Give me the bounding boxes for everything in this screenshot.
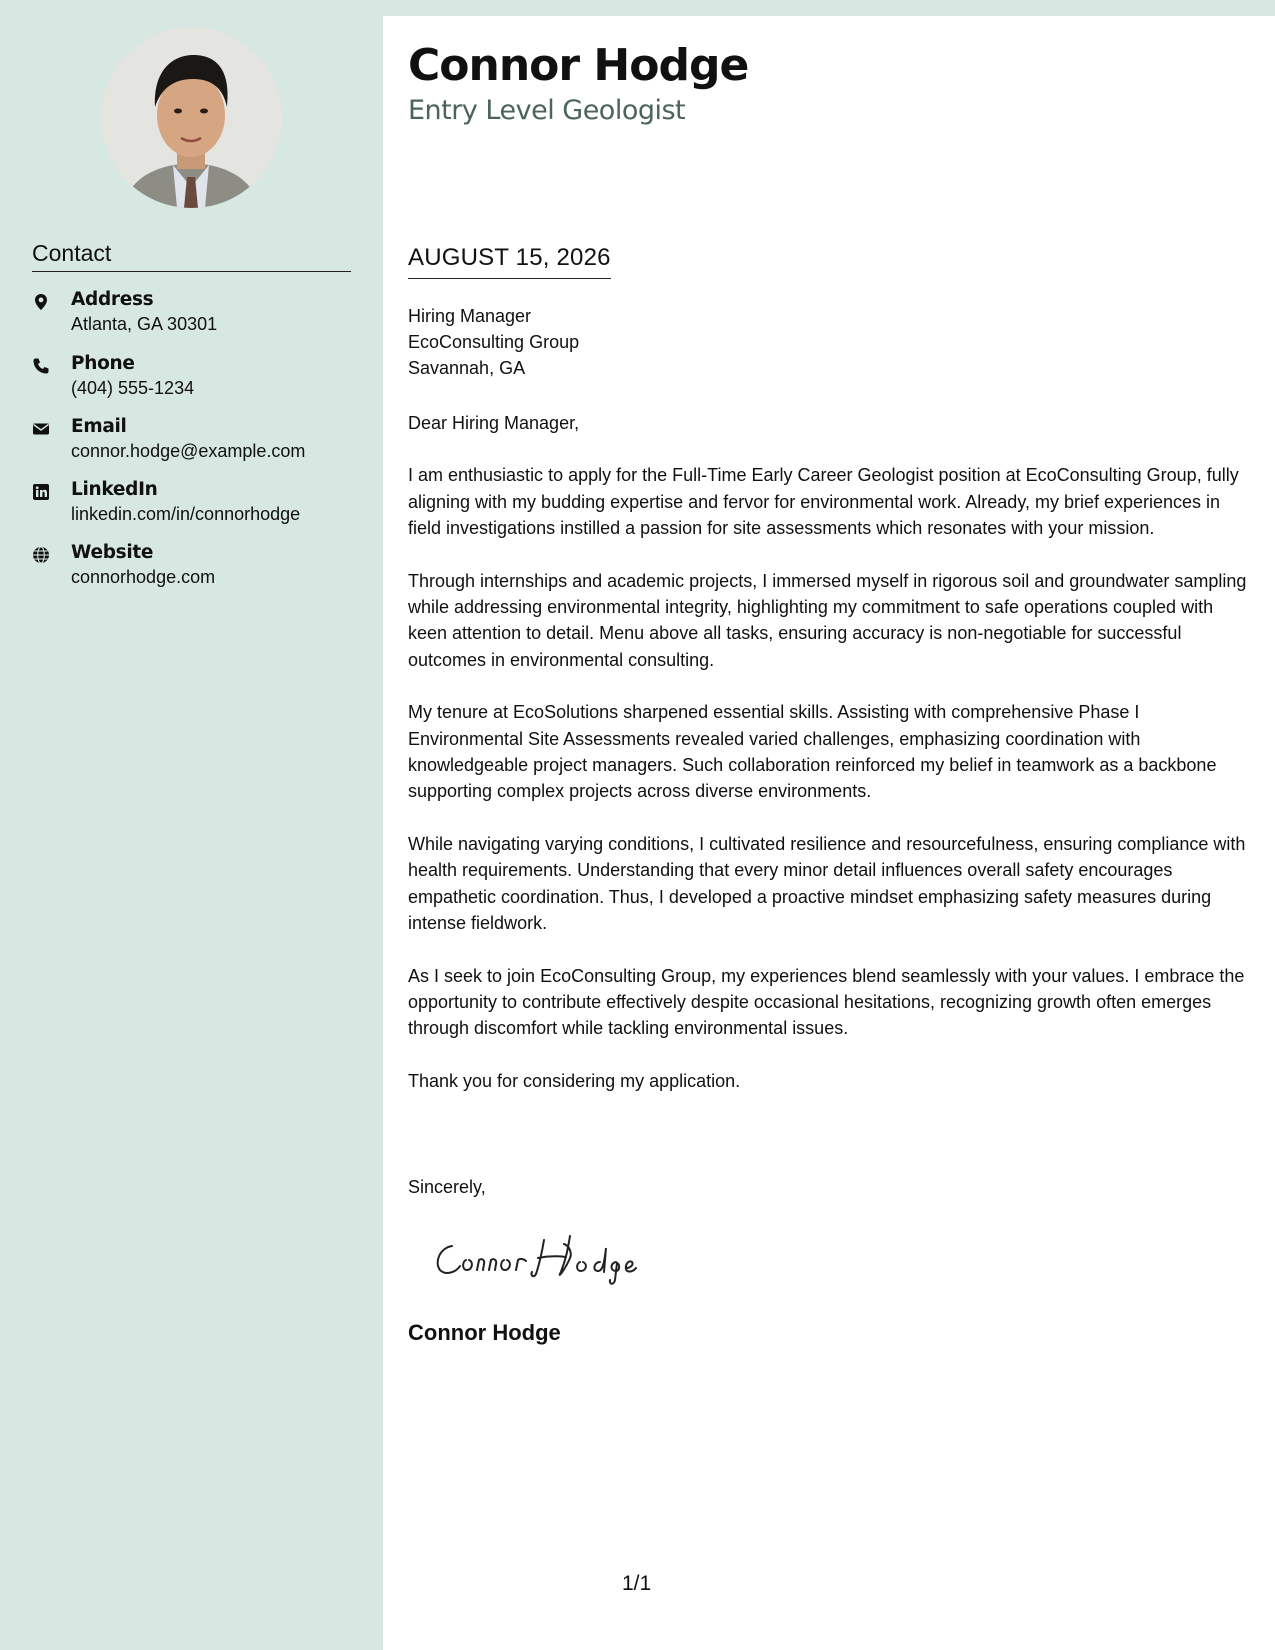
contact-value[interactable]: linkedin.com/in/connorhodge [71,504,301,524]
letter-body [408,410,1253,1120]
contact-address [32,289,362,339]
recipient-block [408,303,579,381]
contact-website [32,542,362,592]
phone-icon [32,357,50,375]
closing: Sincerely, [408,1177,486,1197]
paragraph: My tenure at EcoSolutions sharpened essential skills. Assisting with comprehensive Phase I Environmental Site Assessments revealed varied challenges, emphasizing coordination with knowledgeable project managers. Such collaboration reinforced my belief in teamwork as a backbone supporting complex projects across diverse environments. [408,702,1217,802]
paragraph: Thank you for considering my application. [408,1070,741,1091]
salutation: Dear Hiring Manager, [408,413,580,433]
map-pin-icon [32,293,50,311]
linkedin-icon [32,483,50,501]
recipient-name: Hiring Manager [408,306,532,326]
contact-label: Address [71,289,154,310]
contact-linkedin [32,479,362,529]
contact-phone [32,353,362,403]
avatar [101,27,282,208]
job-title: Entry Level Geologist [408,95,686,126]
contact-label: Email [71,416,127,437]
paragraph: Through internships and academic projects, I immersed myself in rigorous soil and groundwater sampling while addressing environmental integrity, highlighting my commitment to safe operations coupled with keen attention to detail. Menu above all tasks, ensuring accuracy is non-negotiable for successful outcomes in environmental consulting. [408,570,1247,670]
page-number: 1/1 [622,1572,652,1595]
contact-label: Phone [71,353,135,374]
recipient-location: Savannah, GA [408,358,526,378]
contact-value: (404) 555-1234 [71,378,195,398]
letter-date: AUGUST 15, 2026 [408,244,611,279]
paragraph: I am enthusiastic to apply for the Full-Time Early Career Geologist position at EcoConsulting Group, fully aligning with my budding expertise and fervor for environmental work. Already, my brief experiences in field investigations instilled a passion for site assessments which resonates with your mission. [408,465,1239,539]
paragraph: As I seek to join EcoConsulting Group, my experiences blend seamlessly with your values. I embrace the opportunity to contribute effectively despite occasional hesitations, recognizing growth often emerges through discomfort while tackling environmental issues. [408,965,1245,1039]
recipient-company: EcoConsulting Group [408,332,580,352]
paragraph: While navigating varying conditions, I cultivated resilience and resourcefulness, ensuring compliance with health requirements. Understanding that every minor detail influences overall safety encourages empathetic coordination. Thus, I developed a proactive mindset emphasizing safety measures during intense fieldwork. [408,833,1246,934]
contact-email [32,416,362,466]
contact-label: LinkedIn [71,479,158,500]
signed-name: Connor Hodge [408,1320,561,1345]
applicant-name: Connor Hodge [408,40,749,91]
contact-label: Website [71,542,154,563]
contact-value: Atlanta, GA 30301 [71,314,218,334]
envelope-icon [32,420,50,438]
contact-heading: Contact [32,240,351,272]
contact-value[interactable]: connorhodge.com [71,567,216,587]
contact-value: connor.hodge@example.com [71,441,306,461]
globe-icon [32,546,50,564]
handwritten-signature [430,1228,660,1288]
